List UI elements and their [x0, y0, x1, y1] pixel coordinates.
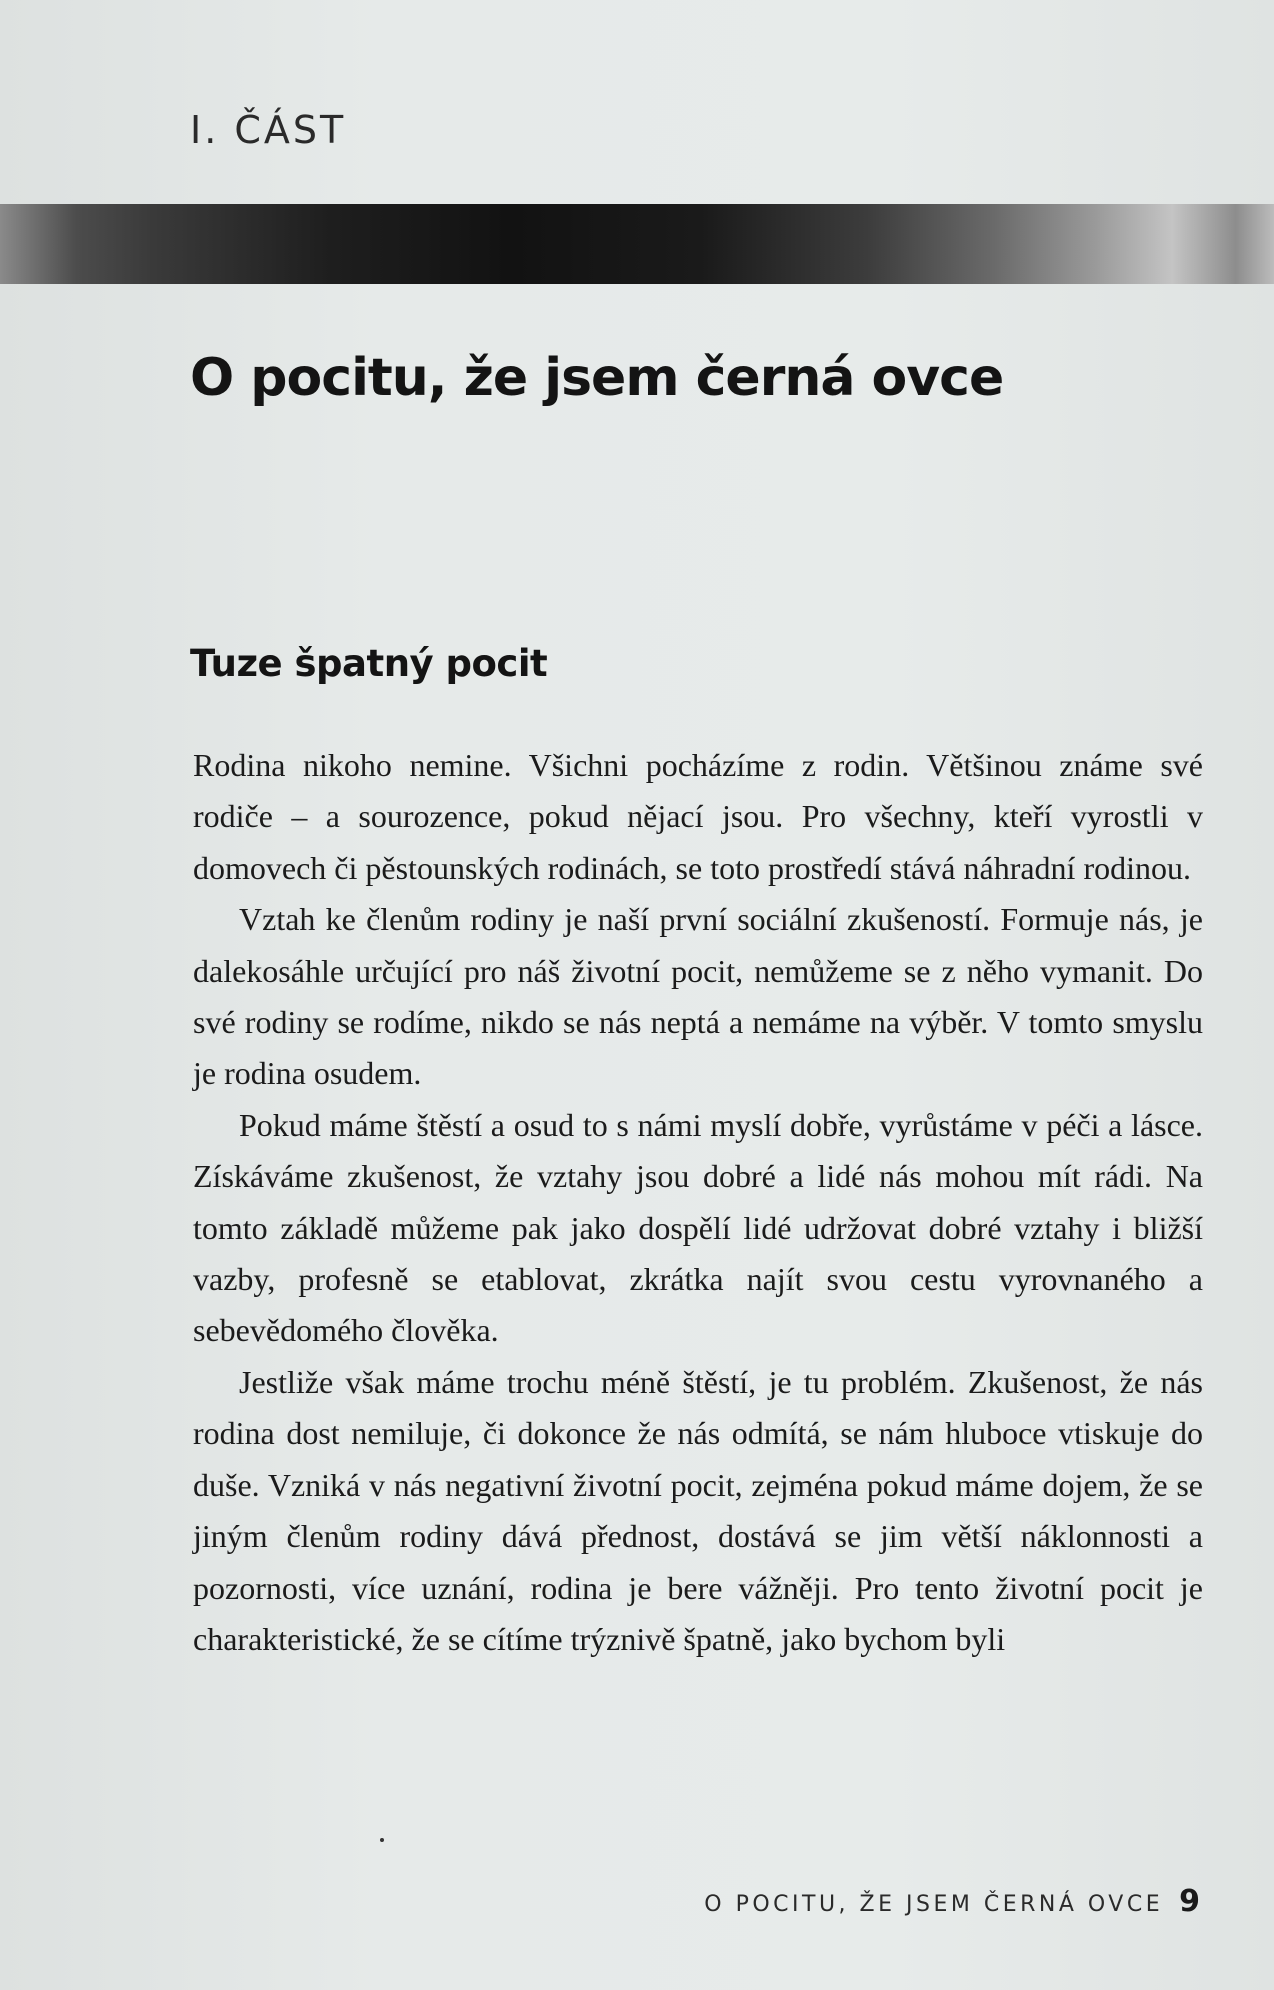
ink-speck [380, 1838, 384, 1842]
chapter-title: O pocitu, že jsem černá ovce [190, 348, 1004, 408]
paragraph-1: Rodina nikoho nemine. Všichni pocházíme z rodin. Většinou známe své rodiče – a sourozence, pokud nějací jsou. Pro všechny, kteří vyrostli v domovech či pěstounských rodinách, se toto prostředí stává náhradní rodinou. [193, 747, 1203, 886]
header-gradient-bar [0, 204, 1274, 284]
part-label: I. ČÁST [190, 108, 347, 152]
body-text [193, 740, 1203, 1665]
paragraph-3: Pokud máme štěstí a osud to s námi myslí dobře, vyrůstáme v péči a lásce. Získáváme zkušenost, že vztahy jsou dobré a lidé nás mohou mít rádi. Na tomto základě můžeme pak jako dospělí lidé udržovat dobré vztahy i bližší vazby, profesně se etablovat, zkrátka najít svou cestu vyrovnaného a sebevědomého člověka. [193, 1106, 1203, 1349]
paragraph-4: Jestliže však máme trochu méně štěstí, je tu problém. Zkušenost, že nás rodina dost nemiluje, či dokonce že nás odmítá, se nám hluboce vtiskuje do duše. Vzniká v nás negativní životní pocit, zejména pokud máme dojem, že se jiným členům rodiny dává přednost, dostává se jim větší náklonnosti a pozornosti, více uznání, rodina je bere vážněji. Pro tento životní pocit je charakteristické, že se cítíme trýznivě špatně, jako bychom byli [193, 1363, 1203, 1657]
page-number: 9 [1179, 1884, 1200, 1919]
running-footer [704, 1884, 1200, 1919]
paragraph-2: Vztah ke členům rodiny je naší první sociální zkušeností. Formuje nás, je dalekosáhle určující pro náš životní pocit, nemůžeme se z něho vymanit. Do své rodiny se rodíme, nikdo se nás neptá a nemáme na výběr. V tomto smyslu je rodina osudem. [193, 901, 1203, 1092]
section-title: Tuze špatný pocit [190, 642, 548, 685]
running-title: O POCITU, ŽE JSEM ČERNÁ OVCE [704, 1892, 1164, 1917]
